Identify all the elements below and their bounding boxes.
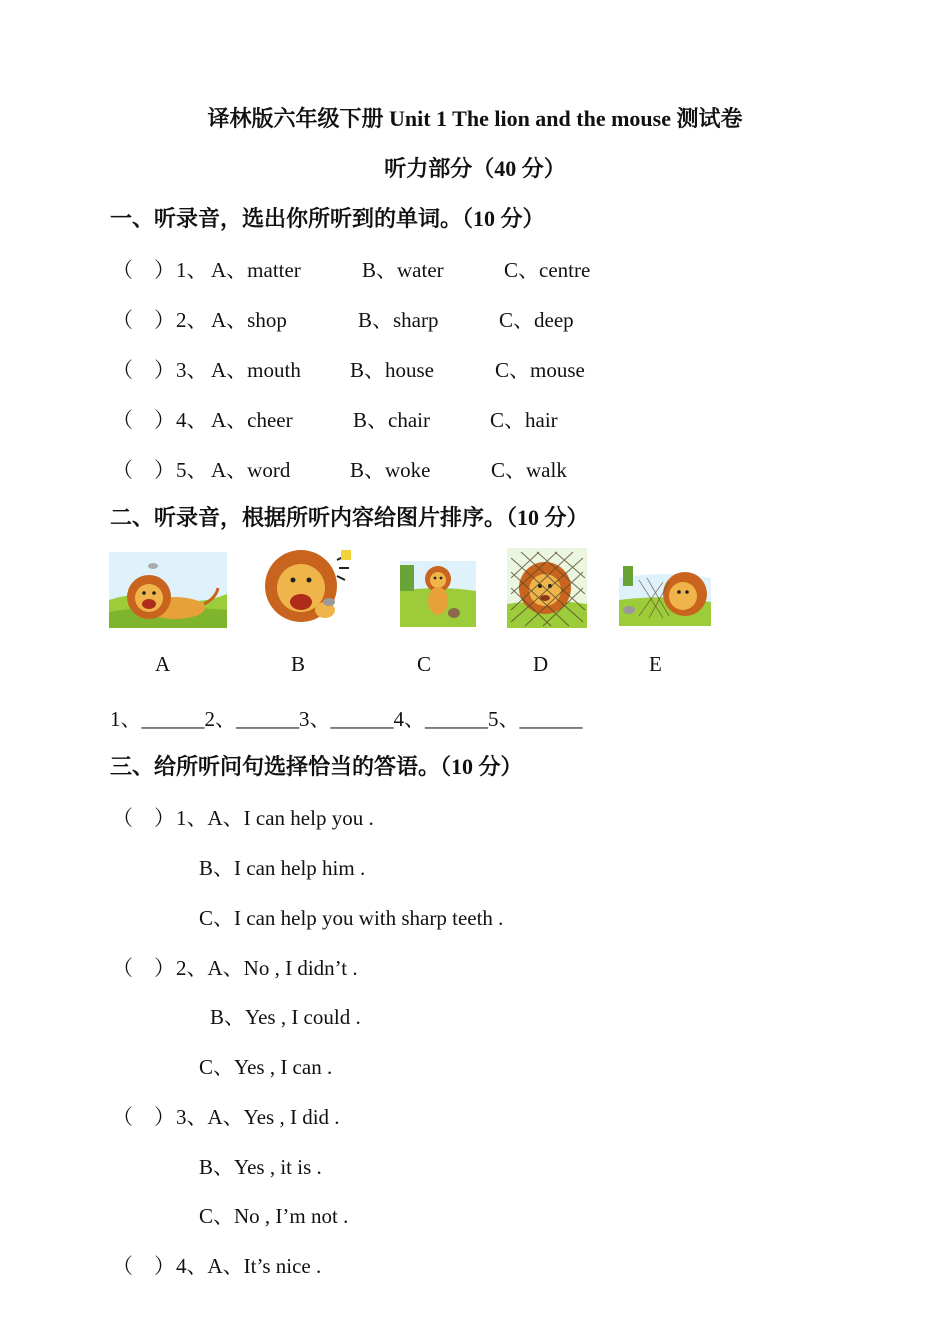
item-number: 3、 [176, 358, 208, 382]
picture-label: B [291, 652, 306, 676]
q1-option-c: C、I can help you with sharp teeth . [199, 906, 504, 930]
answer-paren[interactable]: （ ） [112, 458, 175, 482]
picture-label: D [533, 652, 549, 676]
option-a: A、shop [211, 308, 287, 332]
item-number: 1、 [176, 258, 208, 282]
answer-paren[interactable]: （ ） [112, 358, 175, 382]
listening-subtitle: 听力部分（40 分） [384, 156, 566, 181]
option-c: C、mouse [495, 358, 585, 382]
lion-roaring-field-picture [109, 552, 227, 628]
answer-paren[interactable]: （ ） [112, 258, 175, 282]
q1-option-b: B、I can help him . [199, 856, 366, 880]
section1-heading: 一、听录音，选出你所听到的单词。（10 分） [110, 206, 545, 231]
item-number: 4、 [176, 408, 208, 432]
option-b: B、water [362, 258, 444, 282]
lion-holding-mouse-picture [259, 546, 355, 628]
item-number: 5、 [176, 458, 208, 482]
option-b: B、sharp [358, 308, 439, 332]
option-c: C、centre [504, 258, 591, 282]
option-a: A、matter [211, 258, 301, 282]
q3-option-b: B、Yes , it is . [199, 1155, 322, 1179]
mouse-chewing-net-picture [619, 560, 711, 630]
answer-paren[interactable]: （ ） [112, 956, 175, 980]
q2-option-c: C、Yes , I can . [199, 1055, 333, 1079]
q2-option-b: B、Yes , I could . [210, 1005, 361, 1029]
answer-paren[interactable]: （ ） [112, 308, 175, 332]
option-a: A、word [211, 458, 291, 482]
q2-option-a: 2、A、No , I didn’t . [176, 956, 358, 980]
section3-heading: 三、给所听问句选择恰当的答语。（10 分） [110, 754, 523, 779]
option-c: C、deep [499, 308, 574, 332]
answer-paren[interactable]: （ ） [112, 1105, 175, 1129]
q3-option-c: C、No , I’m not . [199, 1204, 349, 1228]
picture-label: A [155, 652, 171, 676]
answer-paren[interactable]: （ ） [112, 408, 175, 432]
option-b: B、house [350, 358, 434, 382]
picture-label: C [417, 652, 432, 676]
option-a: A、cheer [211, 408, 293, 432]
q1-option-a: 1、A、I can help you . [176, 806, 374, 830]
q4-option-a: 4、A、It’s nice . [176, 1254, 322, 1278]
item-number: 2、 [176, 308, 208, 332]
picture-label: E [649, 652, 662, 676]
ordering-answer-line[interactable]: 1、______2、______3、______4、______5、______ [110, 707, 583, 731]
option-b: B、chair [353, 408, 430, 432]
lion-and-mouse-meadow-picture [400, 561, 476, 627]
option-a: A、mouth [211, 358, 301, 382]
answer-paren[interactable]: （ ） [112, 1254, 175, 1278]
q3-option-a: 3、A、Yes , I did . [176, 1105, 340, 1129]
option-b: B、woke [350, 458, 431, 482]
section2-heading: 二、听录音，根据所听内容给图片排序。（10 分） [110, 505, 589, 530]
option-c: C、hair [490, 408, 558, 432]
answer-paren[interactable]: （ ） [112, 806, 175, 830]
lion-in-net-picture [507, 548, 587, 628]
page-title: 译林版六年级下册 Unit 1 The lion and the mouse 测试卷 [207, 106, 743, 131]
option-c: C、walk [491, 458, 567, 482]
